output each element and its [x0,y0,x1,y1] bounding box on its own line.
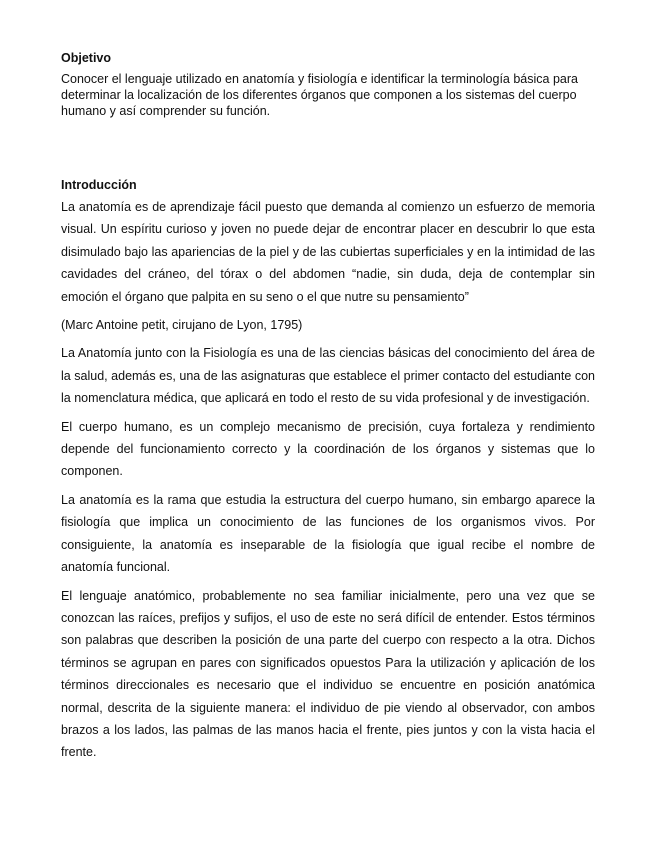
objetivo-section [61,50,595,119]
intro-paragraph-5: El lenguaje anatómico, probablemente no sea familiar inicialmente, pero una vez que se conozcan las raíces, prefijos y sufijos, el uso de este no será difícil de entender. Estos términos son palabras que describen la posición de una parte del cuerpo con respecto a la otra. Dichos términos se agrupan en pares con significados opuestos Para la utilización y aplicación de los términos direccionales es necesario que el individuo se encuentre en posición anatómica normal, descrita de la siguiente manera: el individuo de pie viendo al observador, con ambos brazos a los lados, las palmas de las manos hacia el frente, pies juntos y con la vista hacia el frente. [61,588,595,760]
introduccion-section [61,177,595,764]
intro-paragraph-3: El cuerpo humano, es un complejo mecanismo de precisión, cuya fortaleza y rendimiento depende del funcionamiento correcto y la coordinación de los órganos y sistemas que lo componen. [61,419,595,479]
intro-paragraph-4: La anatomía es la rama que estudia la estructura del cuerpo humano, sin embargo aparece la fisiología que implica un conocimiento de las funciones de los organismos vivos. Por consiguiente, la anatomía es inseparable de la fisiología que igual recibe el nombre de anatomía funcional. [61,492,595,575]
intro-paragraph-2: La Anatomía junto con la Fisiología es una de las ciencias básicas del conocimiento del área de la salud, además es, una de las asignaturas que establece el primer contacto del estudiante con la nomenclatura médica, que aplicará en todo el resto de su vida profesional y de investigación. [61,346,595,406]
objetivo-heading: Objetivo [61,51,112,65]
document-page [61,50,595,770]
objetivo-text: Conocer el lenguaje utilizado en anatomía y fisiología e identificar la terminología básica para determinar la localización de los diferentes órganos que componen a los sistemas del cuerpo humano y así comprender su función. [61,72,578,118]
introduccion-heading: Introducción [61,178,137,192]
intro-citation: (Marc Antoine petit, cirujano de Lyon, 1795) [61,318,303,333]
intro-paragraph-1: La anatomía es de aprendizaje fácil puesto que demanda al comienzo un esfuerzo de memoria visual. Un espíritu curioso y joven no puede dejar de encontrar placer en descubrir lo que esta disimulado bajo las apariencias de la piel y de las cubiertas superficiales y en la intimidad de las cavidades del cráneo, del tórax o del abdomen “nadie, sin duda, deja de contemplar sin emoción el órgano que palpita en su seno o el que nutre su pensamiento” [61,200,595,304]
